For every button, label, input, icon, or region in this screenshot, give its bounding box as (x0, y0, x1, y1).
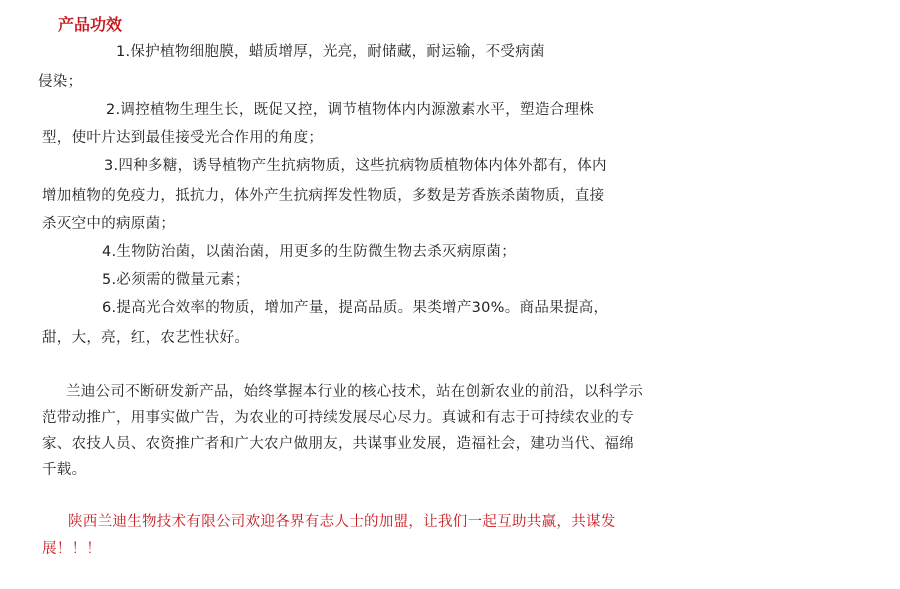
efficacy-item-4-line-1: 4.生物防治菌，以菌治菌，用更多的生防微生物去杀灭病原菌； (102, 244, 517, 260)
efficacy-item-3-line-3: 杀灭空中的病原菌； (42, 216, 176, 232)
invitation-line-2: 展！！！ (42, 541, 102, 557)
efficacy-item-6-line-1: 6.提高光合效率的物质，增加产量，提高品质。果类增产30%。商品果提高， (102, 300, 609, 316)
efficacy-item-2-line-1: 2.调控植物生理生长，既促又控，调节植物体内内源激素水平，塑造合理株 (106, 102, 595, 118)
invitation-line-1: 陕西兰迪生物技术有限公司欢迎各界有志人士的加盟，让我们一起互助共赢，共谋发 (68, 514, 616, 530)
efficacy-item-6-line-2: 甜，大，亮，红，农艺性状好。 (42, 330, 250, 346)
company-paragraph-line-4: 千载。 (42, 462, 87, 478)
efficacy-item-2-line-2: 型，使叶片达到最佳接受光合作用的角度； (42, 130, 324, 146)
company-paragraph-line-1: 兰迪公司不断研发新产品，始终掌握本行业的核心技术，站在创新农业的前沿，以科学示 (66, 384, 644, 400)
efficacy-item-1-line-2: 侵染； (38, 74, 83, 90)
company-paragraph-line-2: 范带动推广，用事实做广告，为农业的可持续发展尽心尽力。真诚和有志于可持续农业的专 (42, 410, 634, 426)
efficacy-item-3-line-1: 3.四种多糖，诱导植物产生抗病物质，这些抗病物质植物体内体外都有，体内 (104, 158, 607, 174)
section-title: 产品功效 (58, 15, 123, 34)
efficacy-item-1-line-1: 1.保护植物细胞膜，蜡质增厚，光亮，耐储藏，耐运输，不受病菌 (116, 44, 545, 60)
efficacy-item-3-line-2: 增加植物的免疫力，抵抗力，体外产生抗病挥发性物质，多数是芳香族杀菌物质，直接 (42, 188, 605, 204)
efficacy-item-5-line-1: 5.必须需的微量元素； (102, 272, 250, 288)
company-paragraph-line-3: 家、农技人员、农资推广者和广大农户做朋友，共谋事业发展，造福社会，建功当代、福绵 (42, 436, 634, 452)
